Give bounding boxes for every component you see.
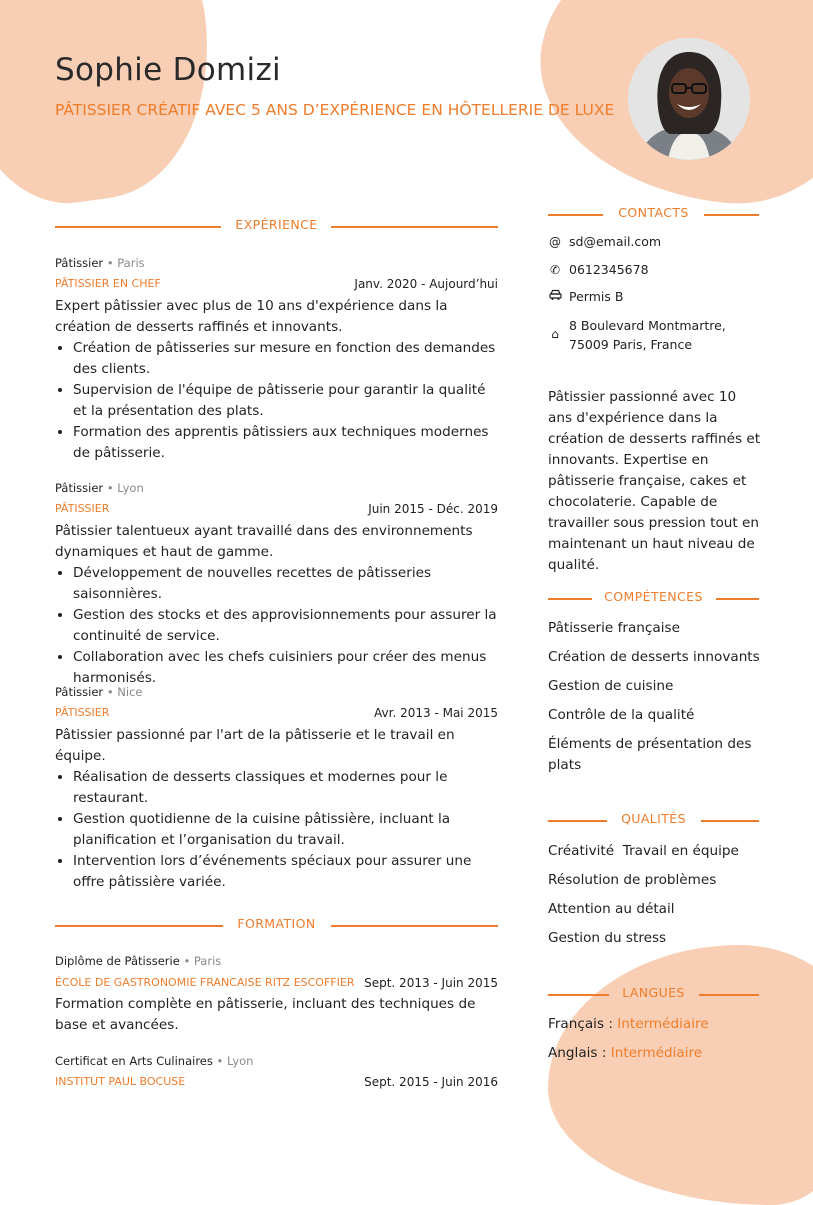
contact-phone-text: 0612345678 [569,262,649,277]
job-title: Pâtissier • Paris [55,256,145,270]
job-bullet: • Collaboration avec les chefs cuisiniers pour créer des menus harmonisés. [73,647,500,689]
job-location: • Nice [106,685,143,699]
job-bullet: • Supervision de l'équipe de pâtisserie pour garantir la qualité et la présentation des plats. [73,380,500,422]
section-header-formation [55,916,498,934]
decorative-blob-bottom-right [548,945,813,1205]
formation-dates: Sept. 2013 - Juin 2015 [364,976,498,990]
language-level: Intermédiaire [610,1045,703,1061]
language-level: Intermédiaire [617,1016,709,1032]
job-bullet: • Gestion des stocks et des approvisionnements pour assurer la continuité de service. [73,605,500,647]
job-location: • Lyon [106,481,144,495]
job-bullet: • Intervention lors d’événements spéciaux pour assurer une offre pâtissière variée. [73,851,500,893]
section-title: COMPÉTENCES [598,589,709,604]
formation-title: Certificat en Arts Culinaires • Lyon [55,1054,254,1068]
job-bullet: • Réalisation de desserts classiques et modernes pour le restaurant. [73,767,500,809]
formation-school: ÉCOLE DE GASTRONOMIE FRANCAISE RITZ ESCOFFIER [55,976,355,989]
formation-location: • Lyon [216,1054,254,1068]
candidate-name: Sophie Domizi [55,52,281,88]
contact-phone[interactable] [548,262,649,279]
job-description: Expert pâtissier avec plus de 10 ans d'expérience dans la création de desserts raffinés et innovants. [55,298,448,335]
job-bullet: • Création de pâtisseries sur mesure en fonction des demandes des clients. [73,338,500,380]
section-title: LANGUES [616,985,691,1000]
profile-photo [628,38,750,160]
formation-dates: Sept. 2015 - Juin 2016 [364,1075,498,1089]
job-location: • Paris [106,256,145,270]
contact-email-text: sd@email.com [569,234,662,249]
job-bullet: • Développement de nouvelles recettes de pâtisseries saisonnières. [73,563,500,605]
job-bullet: • Gestion quotidienne de la cuisine pâtissière, incluant la planification et l’organisation du travail. [73,809,500,851]
skill-item: Pâtisserie française [548,620,680,636]
skill-item: Contrôle de la qualité [548,707,695,723]
job-dates: Juin 2015 - Déc. 2019 [368,502,498,516]
contact-license [548,289,623,306]
section-header-contacts [548,205,759,223]
job-dates: Avr. 2013 - Mai 2015 [374,706,498,720]
section-title: FORMATION [231,916,321,931]
job-bullet: • Formation des apprentis pâtissiers aux techniques modernes de pâtisserie. [73,422,500,464]
job-details [55,296,500,464]
phone-icon: ✆ [549,263,561,277]
skill-item: Création de desserts innovants [548,649,760,665]
contact-license-text: Permis B [569,289,624,304]
skill-item: Gestion de cuisine [548,678,674,694]
section-header-experience [55,217,498,235]
contact-address [548,316,759,354]
job-details [55,521,500,689]
formation-school: INSTITUT PAUL BOCUSE [55,1075,186,1088]
contact-email[interactable] [548,234,661,251]
home-icon: ⌂ [551,327,559,341]
quality-item: Résolution de problèmes [548,872,717,888]
section-title: EXPÉRIENCE [229,217,323,232]
job-company: PÂTISSIER [55,706,110,719]
language-item: Anglais : Intermédiaire [548,1045,703,1061]
job-dates: Janv. 2020 - Aujourd’hui [354,277,498,291]
quality-item: Gestion du stress [548,930,667,946]
quality-item: Créativité Travail en équipe [548,843,739,859]
car-icon [548,289,562,306]
section-header-qualites [548,811,759,829]
job-company: PÂTISSIER [55,502,110,515]
job-bullets [55,767,500,893]
job-title: Pâtissier • Lyon [55,481,144,495]
job-bullets [55,563,500,689]
job-bullets [55,338,500,464]
job-company: PÂTISSIER EN CHEF [55,277,161,290]
job-title: Pâtissier • Nice [55,685,143,699]
at-icon: @ [549,235,561,249]
candidate-tagline: PÂTISSIER CRÉATIF AVEC 5 ANS D’EXPÉRIENCE EN HÔTELLERIE DE LUXE [55,101,615,119]
contact-address-text: 8 Boulevard Montmartre, 75009 Paris, France [569,318,726,352]
section-title: QUALITÉS [615,811,692,826]
formation-description: Formation complète en pâtisserie, incluant des techniques de base et avancées. [55,996,476,1033]
language-item: Français : Intermédiaire [548,1016,709,1032]
formation-title: Diplôme de Pâtisserie • Paris [55,954,222,968]
job-description: Pâtissier passionné par l'art de la pâtisserie et le travail en équipe. [55,727,455,764]
section-header-langues [548,985,759,1003]
formation-location: • Paris [183,954,222,968]
section-header-competences [548,589,759,607]
job-details [55,725,500,893]
job-description: Pâtissier talentueux ayant travaillé dans des environnements dynamiques et haut de gamme. [55,523,473,560]
section-title: CONTACTS [612,205,694,220]
skill-item: Éléments de présentation des plats [548,736,752,773]
profile-summary: Pâtissier passionné avec 10 ans d'expérience dans la création de desserts raffinés et innovants. Expertise en pâtisserie française, cakes et chocolaterie. Capable de travailler sous pression tout en maintenant un haut niveau de qualité. [548,389,761,573]
quality-item: Attention au détail [548,901,675,917]
